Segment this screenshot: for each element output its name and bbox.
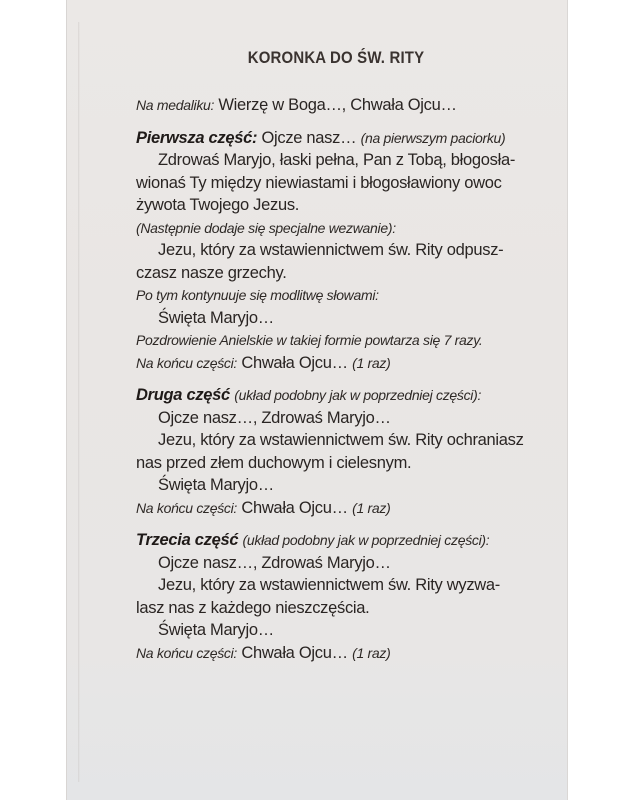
part3-heading-note: (układ podobny jak w poprzedniej części): [242, 532, 490, 548]
part1-special-note: (Następnie dodaje się specjalne wezwanie): [136, 219, 396, 236]
part2-invocation-line-1: Jezu, który za wstawiennictwem św. Rity ochraniasz [158, 431, 524, 449]
part2-end-count: (1 raz) [352, 499, 391, 516]
part1-hail-mary-line-2: wionaś Ty między niewiastami i błogosławiony owoc [136, 173, 502, 192]
part3-end-label: Na końcu części: [136, 644, 238, 661]
part1-intro-note: (na pierwszym paciorku) [360, 129, 506, 146]
part1-invocation-line-2: czasz nasze grzechy. [136, 263, 287, 282]
part2-end-line [136, 497, 536, 520]
part1-end-line [136, 352, 536, 375]
part2-invocation-line-2: nas przed złem duchowym i cielesnym. [136, 453, 412, 472]
part1-heading: Pierwsza część: [136, 128, 258, 147]
part2-end-text: Chwała Ojcu… [241, 498, 348, 517]
part1-end-count: (1 raz) [352, 354, 391, 371]
part3-heading-line [136, 529, 536, 552]
part1-repeat-note: Pozdrowienie Anielskie w takiej formie powtarza się 7 razy. [136, 332, 483, 348]
part2-intro: Ojcze nasz…, Zdrowaś Maryjo… [158, 408, 391, 427]
card-edge-shadow [78, 22, 80, 782]
part3-holy-mary: Święta Maryjo… [158, 621, 274, 639]
part2-heading: Druga część [136, 386, 230, 404]
part1-invocation-line-1: Jezu, który za wstawiennictwem św. Rity odpusz- [158, 241, 504, 259]
part3-intro: Ojcze nasz…, Zdrowaś Maryjo… [158, 553, 391, 572]
part3-end-line [136, 642, 536, 665]
part1-holy-mary: Święta Maryjo… [158, 308, 274, 327]
medal-line [136, 94, 536, 117]
part2-end-label: Na końcu części: [136, 499, 238, 516]
part1-end-label: Na końcu części: [136, 354, 238, 371]
prayer-text [136, 70, 536, 664]
part3-invocation-line-1: Jezu, który za wstawiennictwem św. Rity wyzwa- [158, 576, 500, 594]
part2-heading-line [136, 384, 536, 407]
part3-heading: Trzecia część [136, 531, 239, 549]
part1-hail-mary-line-3: żywota Twojego Jezus. [136, 196, 300, 214]
part1-hail-mary-line-1: Zdrowaś Maryjo, łaski pełna, Pan z Tobą, błogosła- [158, 151, 516, 169]
card-title: KORONKA DO ŚW. RITY [247, 48, 425, 67]
part3-end-text: Chwała Ojcu… [241, 643, 348, 662]
medal-label: Na medaliku: [136, 97, 215, 113]
part1-continue-note: Po tym kontynuuje się modlitwę słowami: [136, 287, 379, 303]
part2-heading-note: (układ podobny jak w poprzedniej części): [234, 387, 482, 403]
part3-invocation-line-2: lasz nas z każdego nieszczęścia. [136, 598, 370, 617]
part1-heading-line [136, 127, 536, 150]
part2-holy-mary: Święta Maryjo… [158, 476, 274, 494]
medal-text: Wierzę w Boga…, Chwała Ojcu… [218, 96, 457, 114]
part3-end-count: (1 raz) [352, 644, 391, 661]
part1-end-text: Chwała Ojcu… [241, 353, 348, 372]
part1-intro: Ojcze nasz… [261, 128, 357, 147]
